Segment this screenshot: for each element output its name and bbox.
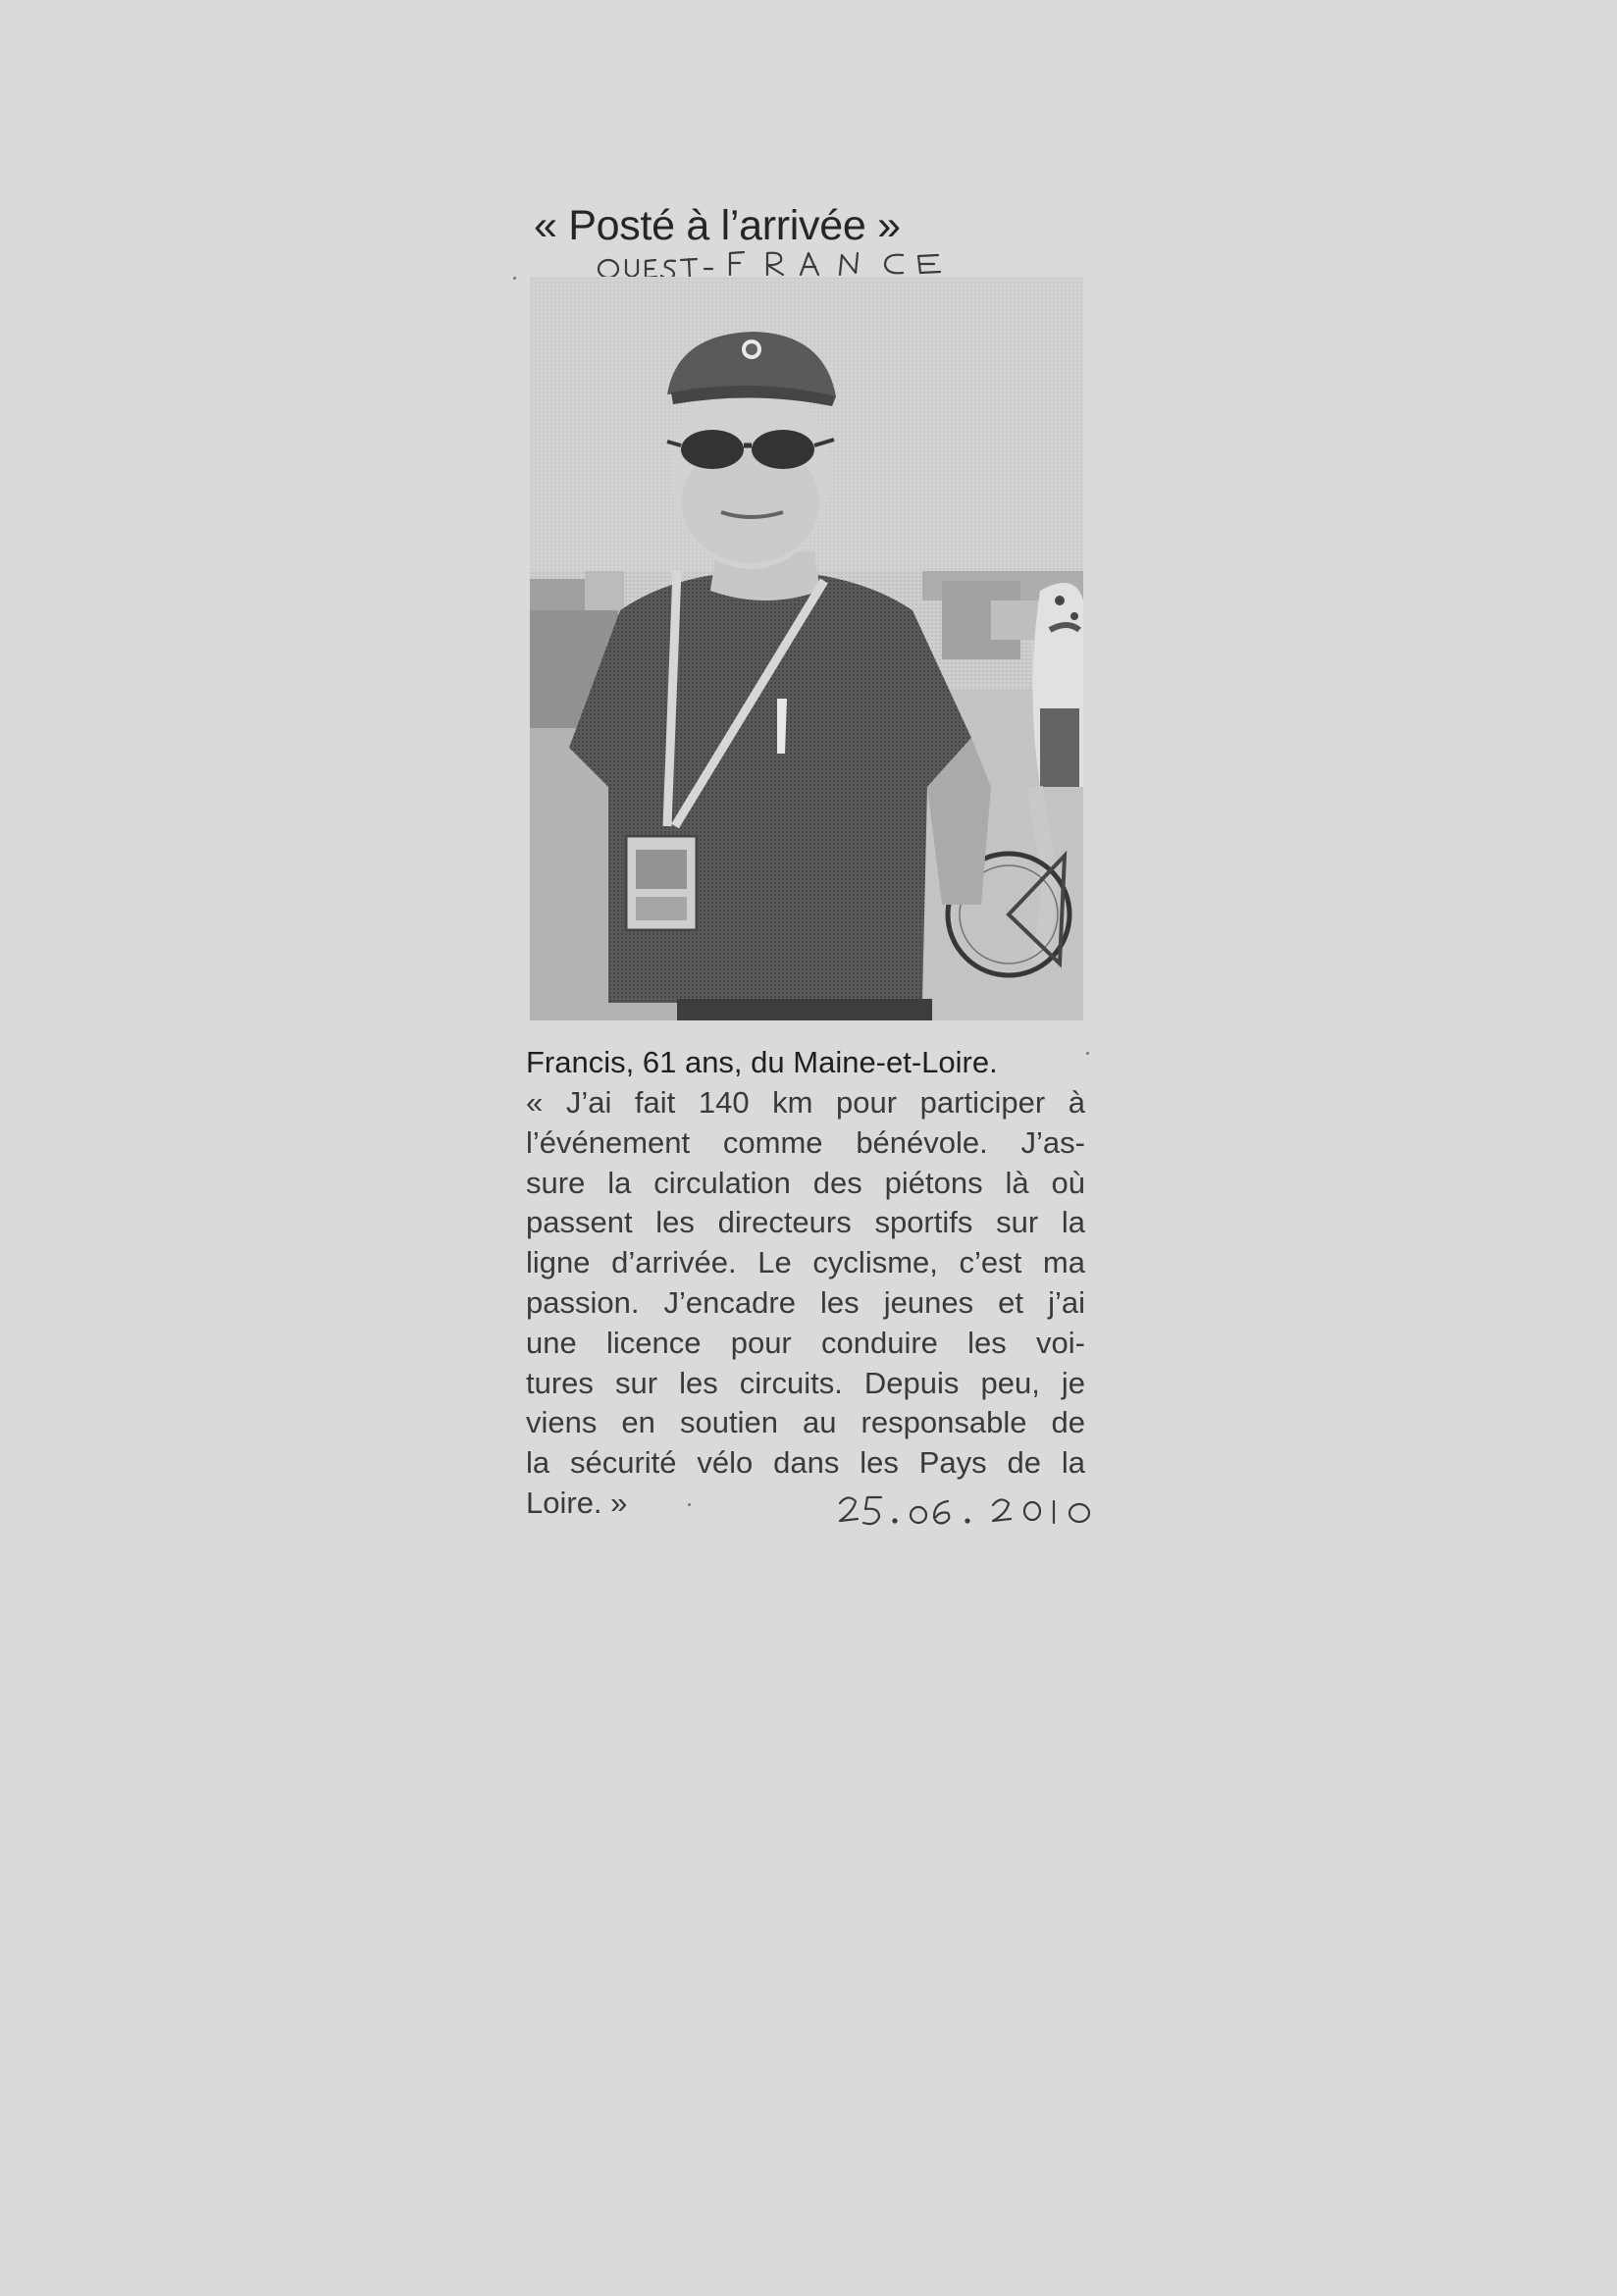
- caption-title: Francis, 61 ans, du Maine-et-Loire.: [526, 1045, 998, 1079]
- body-line: ligne d’arrivée. Le cyclisme, c’est ma: [526, 1245, 1085, 1280]
- article-headline: « Posté à l’arrivée »: [534, 202, 901, 249]
- body-line: la sécurité vélo dans les Pays de la: [526, 1445, 1085, 1481]
- body-line: passent les directeurs sportifs sur la: [526, 1205, 1085, 1240]
- body-line: viens en soutien au responsable de: [526, 1405, 1085, 1440]
- body-line: passion. J’encadre les jeunes et j’ai: [526, 1284, 1085, 1320]
- newspaper-clipping: [520, 196, 1109, 1550]
- article-body: [526, 1083, 1085, 1524]
- portrait-photo: [530, 277, 1083, 1020]
- body-line: tures sur les circuits. Depuis peu, je: [526, 1365, 1085, 1400]
- scan-speck: [688, 1503, 691, 1506]
- body-line: « J’ai fait 140 km pour participer à: [526, 1085, 1085, 1120]
- scan-speck: [513, 277, 516, 280]
- body-line: une licence pour conduire les voi-: [526, 1325, 1085, 1360]
- body-line: l’événement comme bénévole. J’as-: [526, 1124, 1085, 1160]
- body-line: Loire. »: [526, 1485, 628, 1520]
- scan-speck: [1086, 1052, 1089, 1055]
- caption-block: [526, 1042, 1085, 1524]
- handwritten-date-annotation: [836, 1489, 1101, 1533]
- body-line: sure la circulation des piétons là où: [526, 1165, 1085, 1200]
